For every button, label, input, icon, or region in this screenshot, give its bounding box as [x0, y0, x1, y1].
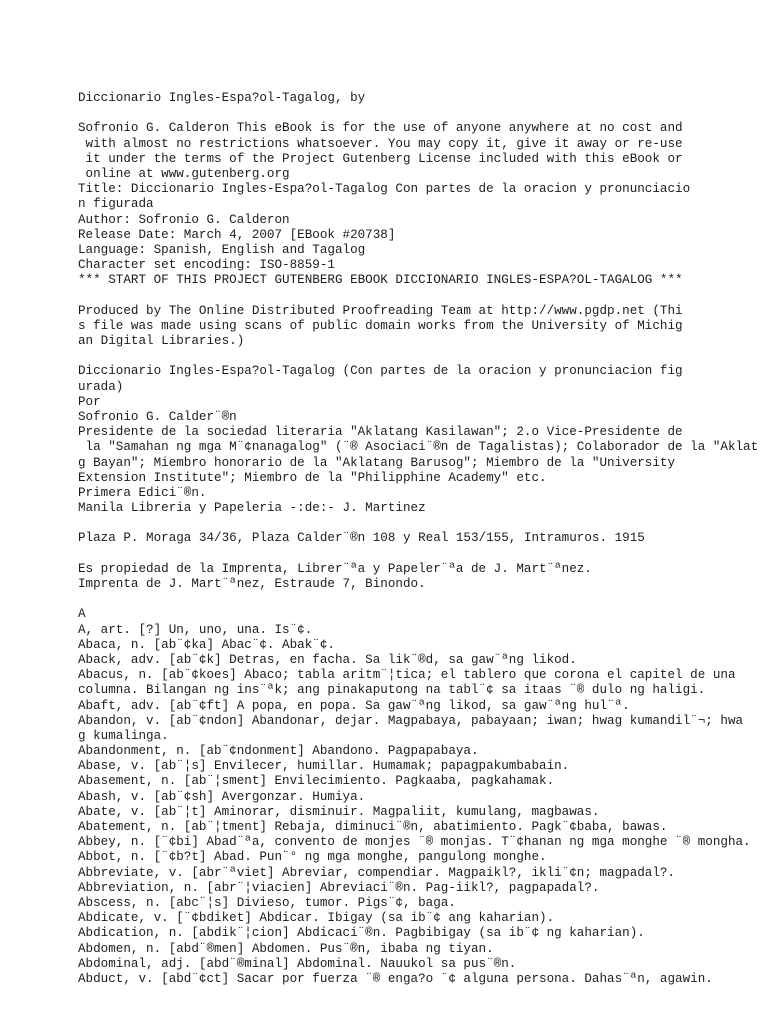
text-line: with almost no restrictions whatsoever. You may copy it, give it away or re-use [78, 136, 683, 151]
text-line: an Digital Libraries.) [78, 334, 245, 348]
text-line: Abdomen, n. [abd¨®men] Abdomen. Pus¨®n, ibaba ng tiyan. [78, 941, 494, 956]
text-line: Sofronio G. Calderon This eBook is for the use of anyone anywhere at no cost and [78, 121, 683, 136]
text-line: columna. Bilangan ng ins¨ªk; ang pinakaputong na tabl¨¢ sa itaas ¨® dulo ng haligi. [78, 683, 706, 698]
text-line: Abasement, n. [ab¨¦sment] Envilecimiento. Pagkaaba, pagkahamak. [78, 774, 555, 789]
text-line: Produced by The Online Distributed Proofreading Team at http://www.pgdp.net (Thi [78, 303, 683, 318]
text-line: Abdication, n. [abdik¨¦cion] Abdicaci¨®n. Pagbibigay (sa ib¨¢ ng kaharian). [78, 926, 645, 941]
text-line [78, 516, 768, 531]
text-line: Abscess, n. [abc¨¦s] Divieso, tumor. Pigs¨¢, baga. [78, 895, 456, 910]
text-line: Abaft, adv. [ab¨¢ft] A popa, en popa. Sa gaw¨ªng likod, sa gaw¨ªng hul¨ª. [78, 698, 630, 713]
text-line [78, 547, 768, 562]
text-line: it under the terms of the Project Gutenberg License included with this eBook or [78, 151, 683, 166]
text-line: online at www.gutenberg.org [78, 166, 290, 181]
text-line [78, 288, 768, 303]
text-line: Abbey, n. [¨¢bi] Abad¨ªa, convento de monjes ¨® monjas. T¨¢hanan ng mga monghe ¨® mongha. [78, 835, 751, 850]
text-line: s file was made using scans of public domain works from the University of Michig [78, 318, 683, 333]
document-page [78, 91, 768, 1024]
text-line: Abaca, n. [ab¨¢ka] Abac¨¢. Abak¨¢. [78, 637, 335, 652]
text-line: Abash, v. [ab¨¢sh] Avergonzar. Humiya. [78, 789, 366, 804]
text-line: Por [78, 394, 101, 409]
text-line: Abandon, v. [ab¨¢ndon] Abandonar, dejar. Magpabaya, pabayaan; iwan; hwag kumandil¨¬; hwa [78, 713, 744, 728]
text-line: Abbreviation, n. [abr¨¦viacien] Abreviaci¨®n. Pag-iikl?, pagpapadal?. [78, 880, 600, 895]
text-line: Abatement, n. [ab¨¦tment] Rebaja, diminuci¨®n, abatimiento. Pagk¨¢baba, bawas. [78, 820, 668, 834]
text-line: Aback, adv. [ab¨¢k] Detras, en facha. Sa lik¨®d, sa gaw¨ªng likod. [78, 652, 577, 667]
text-line: Sofronio G. Calder¨®n [78, 409, 237, 424]
text-line: Diccionario Ingles-Espa?ol-Tagalog (Con partes de la oracion y pronunciacion fig [78, 364, 683, 379]
text-line: Abate, v. [ab¨¦t] Aminorar, disminuir. Magpaliit, kumulang, magbawas. [78, 804, 600, 819]
text-line: *** START OF THIS PROJECT GUTENBERG EBOOK DICCIONARIO INGLES-ESPA?OL-TAGALOG *** [78, 273, 683, 288]
text-line: Primera Edici¨®n. [78, 485, 207, 500]
text-line: A, art. [?] Un, uno, una. Is¨¢. [78, 622, 313, 637]
text-line [78, 106, 768, 121]
text-line: Abdominal, adj. [abd¨®minal] Abdominal. Nauukol sa pus¨®n. [78, 956, 517, 971]
text-line [78, 592, 768, 607]
text-line: Es propiedad de la Imprenta, Librer¨ªa y Papeler¨ªa de J. Mart¨ªnez. [78, 561, 592, 576]
text-line: Release Date: March 4, 2007 [EBook #20738] [78, 227, 396, 242]
text-line: Diccionario Ingles-Espa?ol-Tagalog, by [78, 91, 366, 105]
text-line: g Bayan"; Miembro honorario de la "Aklatang Barusog"; Miembro de la "University [78, 455, 676, 470]
text-line: Abandonment, n. [ab¨¢ndonment] Abandono. Pagpapabaya. [78, 744, 479, 759]
text-line: Author: Sofronio G. Calderon [78, 212, 290, 227]
text-line: Abbot, n. [¨¢b?t] Abad. Pun¨° ng mga monghe, pangulong monghe. [78, 850, 547, 865]
text-line: Abbreviate, v. [abr¨ªviet] Abreviar, compendiar. Magpaikl?, ikli¨¢n; magpadal?. [78, 865, 676, 880]
text-line: Manila Libreria y Papeleria -:de:- J. Martinez [78, 501, 426, 516]
text-line: Language: Spanish, English and Tagalog [78, 242, 366, 257]
text-line: Character set encoding: ISO-8859-1 [78, 258, 335, 273]
text-line: Abduct, v. [abd¨¢ct] Sacar por fuerza ¨® enga?o ¨¢ alguna persona. Dahas¨ªn, agawin. [78, 971, 713, 986]
text-line: A [78, 607, 86, 622]
text-line: Presidente de la sociedad literaria "Aklatang Kasilawan"; 2.o Vice-Presidente de [78, 425, 683, 440]
text-line: Title: Diccionario Ingles-Espa?ol-Tagalog Con partes de la oracion y pronunciacio [78, 182, 691, 197]
text-line: la "Samahan ng mga M¨¢nanagalog" (¨® Asociaci¨®n de Tagalistas); Colaborador de la "Aklat [78, 440, 759, 455]
text-line: urada) [78, 379, 124, 394]
text-line: Abase, v. [ab¨¦s] Envilecer, humillar. Humamak; papagpakumbabain. [78, 759, 570, 774]
text-line: n figurada [78, 197, 154, 212]
text-line: Plaza P. Moraga 34/36, Plaza Calder¨®n 108 y Real 153/155, Intramuros. 1915 [78, 531, 645, 546]
text-line: Imprenta de J. Mart¨ªnez, Estraude 7, Binondo. [78, 577, 426, 591]
text-line: Abdicate, v. [¨¢bdiket] Abdicar. Ibigay (sa ib¨¢ ang kaharian). [78, 911, 555, 926]
text-line [78, 349, 768, 364]
text-line: g kumalinga. [78, 728, 169, 743]
text-line: Abacus, n. [ab¨¢koes] Abaco; tabla aritm¨¦tica; el tablero que corona el capitel de una [78, 668, 736, 683]
text-line: Extension Institute"; Miembro de la "Philipphine Academy" etc. [78, 470, 547, 485]
